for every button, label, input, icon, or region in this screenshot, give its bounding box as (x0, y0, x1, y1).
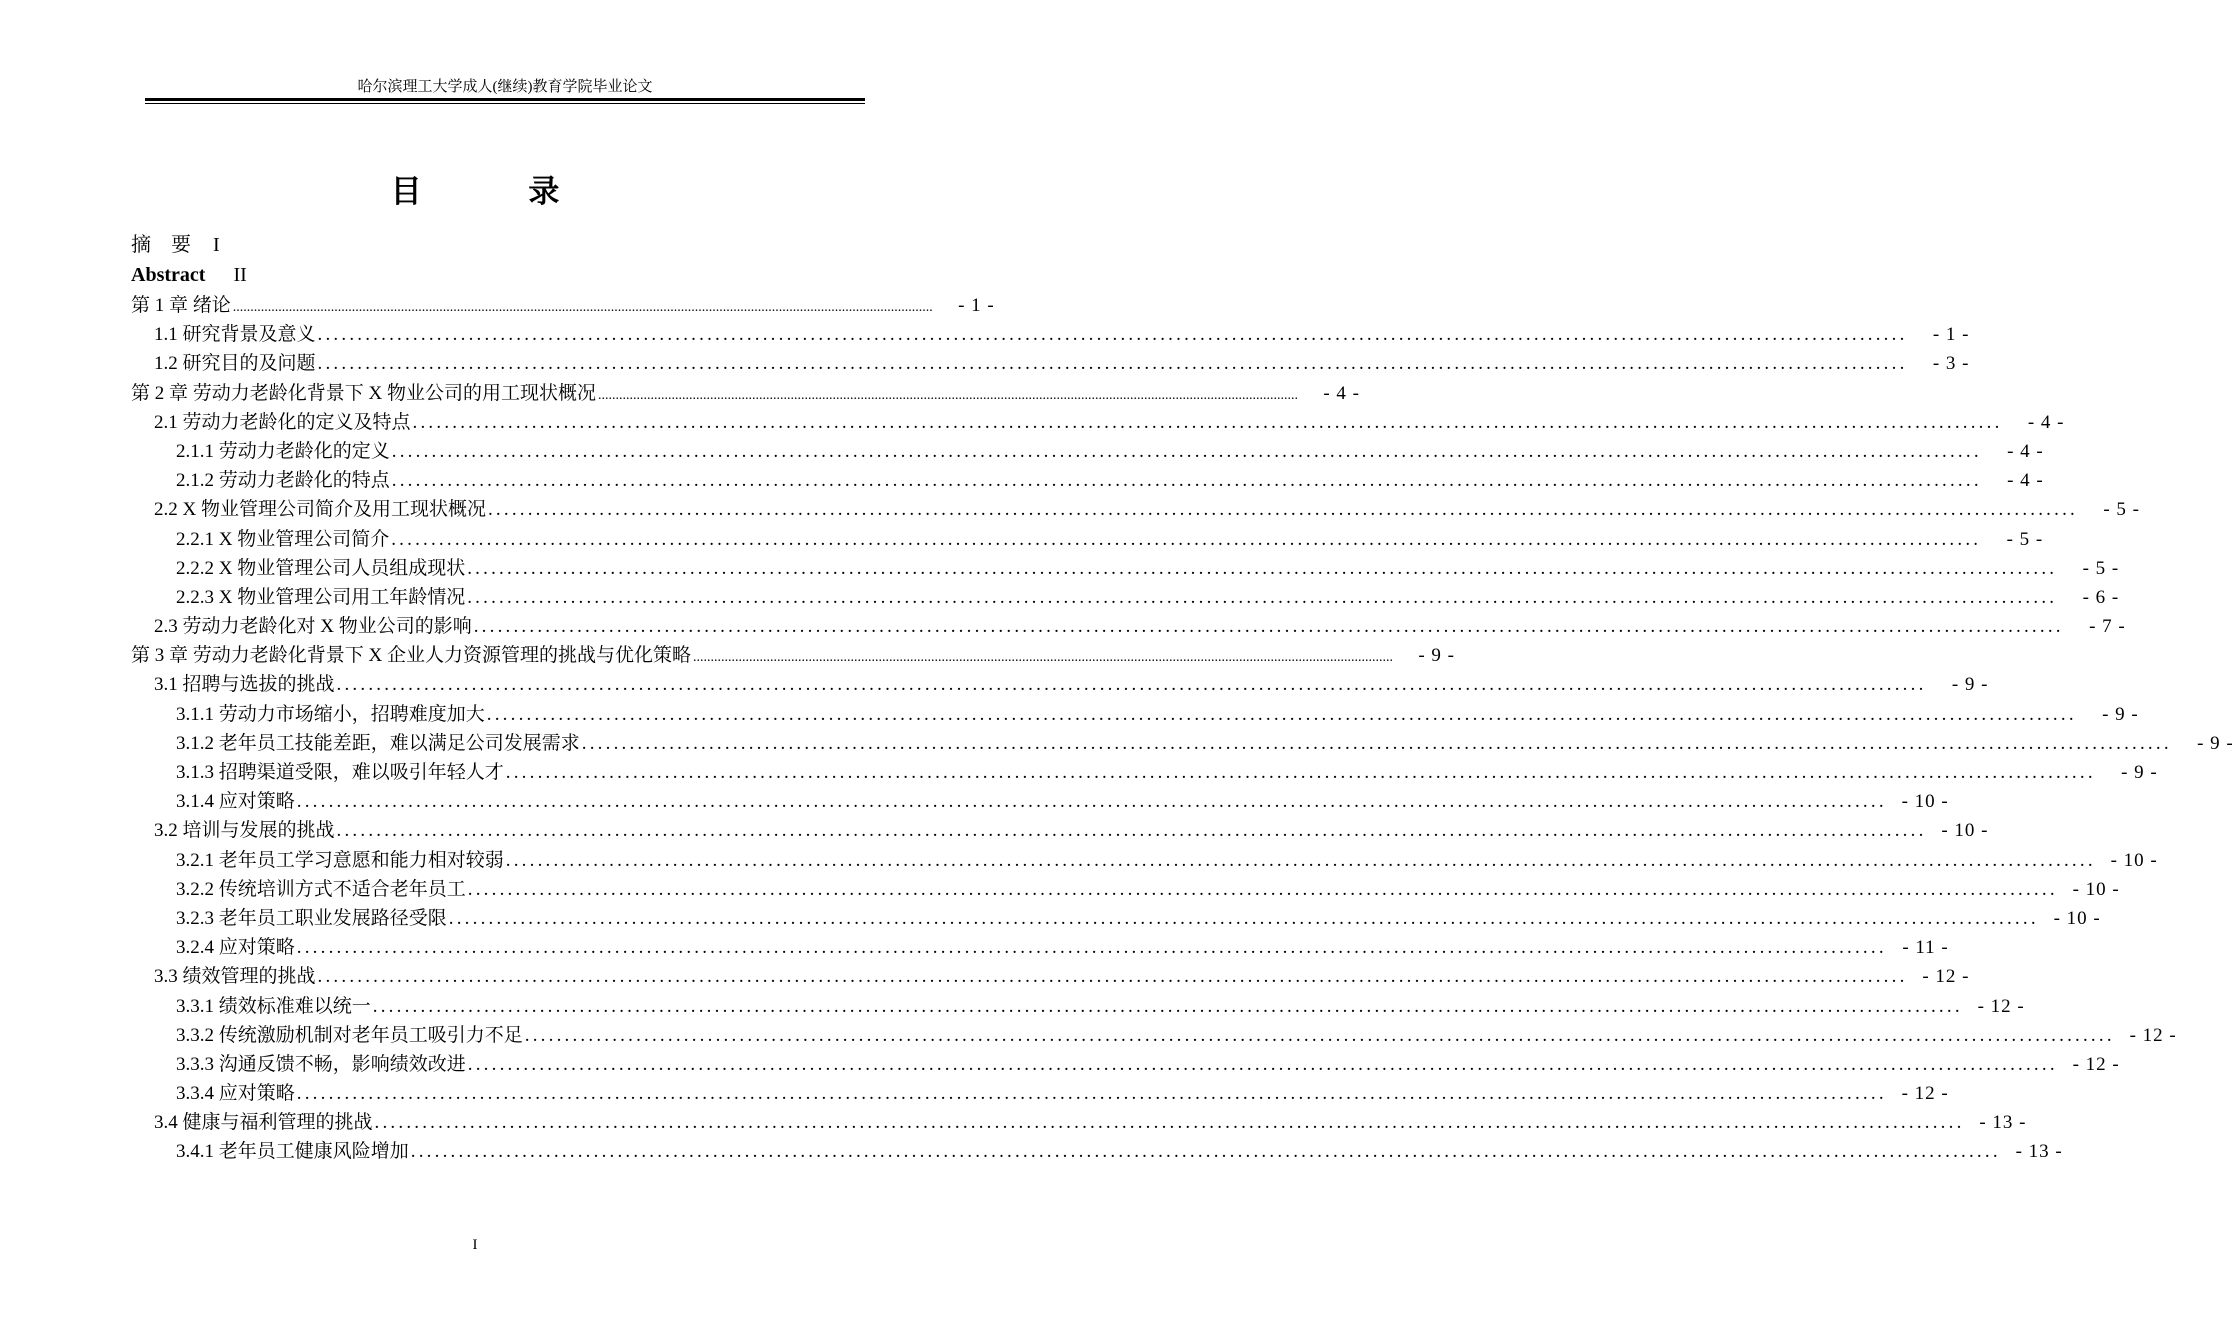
dot-leader: ........................................................................................................................................................................................................ (473, 616, 2064, 638)
dot-leader: ........................................................................................................................................................................................................ (467, 557, 2058, 579)
toc-entry[interactable] (131, 436, 2044, 465)
toc-entry-label: 3.1.2 老年员工技能差距，难以满足公司发展需求 (176, 732, 580, 754)
dot-leader: ........................................................................................................................................................................................................ (336, 674, 1927, 696)
toc-entry-label: 第 1 章 绪论 (131, 295, 231, 316)
toc-entry-page: - 9 - (2121, 762, 2158, 783)
dot-leader: ........................................................................................................................................................................................................ (391, 470, 1982, 492)
toc-entry-page: - 9 - (1951, 674, 1989, 696)
toc-entry-label: 3.2.2 传统培训方式不适合老年员工 (176, 878, 466, 900)
dot-leader: ........................................................................................................................................................................................................ (391, 528, 1982, 550)
toc-entry[interactable] (131, 1049, 2120, 1078)
toc-entry[interactable] (131, 786, 1949, 815)
toc-entry-label: 2.2.3 X 物业管理公司用工年龄情况 (176, 586, 466, 608)
toc-entry[interactable] (131, 348, 1970, 377)
toc-entry[interactable] (131, 669, 1989, 698)
toc-entry-label: 3.1.4 应对策略 (176, 791, 295, 813)
abstract-cn-page: I (213, 234, 220, 256)
dot-leader: ........................................................................................................................................................................................................ (296, 1083, 1887, 1105)
dot-leader: ........................................................................................................................................................................................................ (232, 300, 933, 315)
toc-entry[interactable] (131, 874, 2120, 903)
toc-entry[interactable] (131, 465, 2044, 494)
toc-entry[interactable] (131, 932, 1949, 961)
dot-leader: ........................................................................................................................................................................................................ (412, 411, 2003, 433)
dot-leader: ........................................................................................................................................................................................................ (487, 499, 2078, 521)
toc-entry-page: - 12 - (1977, 995, 2025, 1017)
toc-entry-label: 3.1.1 劳动力市场缩小，招聘难度加大 (176, 703, 485, 725)
toc-entry-label: 第 3 章 劳动力老龄化背景下 X 企业人力资源管理的挑战与优化策略 (131, 645, 691, 667)
dot-leader: ........................................................................................................................................................................................................ (410, 1141, 2001, 1163)
toc-list (131, 290, 2234, 1166)
toc-entry[interactable] (131, 1107, 2027, 1136)
toc-entry[interactable] (131, 378, 1360, 407)
toc-entry-label: 3.1 招聘与选拔的挑战 (154, 674, 335, 696)
toc-entry-label: 3.3.2 传统激励机制对老年员工吸引力不足 (176, 1024, 523, 1046)
toc-entry-page: - 11 - (1902, 937, 1949, 959)
toc-entry-page: - 5 - (2006, 528, 2044, 550)
toc-entry-label: 第 2 章 劳动力老龄化背景下 X 物业公司的用工现状概况 (131, 382, 596, 404)
toc-entry[interactable] (131, 319, 1970, 348)
toc-entry-page: - 10 - (2110, 849, 2158, 871)
toc-entry-label: 2.1.1 劳动力老龄化的定义 (176, 440, 390, 462)
dot-leader: ........................................................................................................................................................................................................ (467, 1053, 2058, 1075)
toc-entry-page: - 4 - (2007, 470, 2044, 492)
toc-entry-page: - 13 - (2015, 1141, 2063, 1163)
dot-leader: ........................................................................................................................................................................................................ (524, 1024, 2115, 1046)
dot-leader: ........................................................................................................................................................................................................ (486, 703, 2077, 725)
toc-entry-label: 2.1.2 劳动力老龄化的特点 (176, 470, 390, 492)
dot-leader: ........................................................................................................................................................................................................ (448, 907, 2039, 929)
toc-entry[interactable] (131, 640, 1455, 669)
toc-entry-label: 2.2.2 X 物业管理公司人员组成现状 (176, 557, 466, 579)
toc-entry-label: 3.3.3 沟通反馈不畅，影响绩效改进 (176, 1053, 466, 1075)
header-rule-thick (145, 98, 865, 101)
toc-entry-page: - 9 - (1418, 645, 1455, 667)
toc-entry-page: - 10 - (1901, 791, 1949, 813)
toc-entry-page: - 10 - (2053, 907, 2101, 929)
toc-entry[interactable] (131, 494, 2140, 523)
dot-leader: ........................................................................................................................................................................................................ (692, 650, 1393, 666)
toc-entry-label: 2.3 劳动力老龄化对 X 物业公司的影响 (154, 616, 472, 638)
toc-entry-label: 3.4 健康与福利管理的挑战 (154, 1112, 373, 1134)
toc-entry[interactable] (131, 611, 2126, 640)
toc-entry-label: 3.2.3 老年员工职业发展路径受限 (176, 907, 447, 929)
toc-entry-page: - 12 - (1901, 1083, 1949, 1105)
dot-leader: ........................................................................................................................................................................................................ (296, 937, 1887, 959)
toc-entry-page: - 1 - (958, 295, 995, 316)
toc-entry-page: - 12 - (2129, 1024, 2177, 1046)
toc-entry[interactable] (131, 728, 2234, 757)
toc-entry[interactable] (131, 961, 1970, 990)
toc-entry-label: 3.2.4 应对策略 (176, 937, 295, 959)
toc-title: 目 录 (390, 174, 608, 210)
toc-entry-label: 2.2.1 X 物业管理公司简介 (176, 528, 390, 550)
dot-leader: ........................................................................................................................................................................................................ (372, 995, 1963, 1017)
toc-entry-page: - 12 - (1922, 966, 1970, 988)
dot-leader: ........................................................................................................................................................................................................ (296, 791, 1887, 813)
toc-entry-label: 2.1 劳动力老龄化的定义及特点 (154, 411, 411, 433)
toc-entry-page: - 3 - (1932, 353, 1970, 375)
dot-leader: ........................................................................................................................................................................................................ (317, 324, 1908, 346)
dot-leader: ........................................................................................................................................................................................................ (391, 440, 1982, 462)
abstract-en-label: Abstract (131, 264, 206, 286)
toc-entry-label: 3.3.4 应对策略 (176, 1083, 295, 1105)
toc-entry-page: - 5 - (2082, 557, 2120, 579)
running-header: 哈尔滨理工大学成人(继续)教育学院毕业论文 (357, 79, 653, 95)
toc-entry[interactable] (131, 524, 2044, 553)
toc-entry-page: - 4 - (1323, 382, 1360, 404)
header-rule-thin (145, 103, 865, 104)
dot-leader: ........................................................................................................................................................................................................ (467, 586, 2058, 608)
toc-entry-page: - 13 - (1979, 1112, 2027, 1134)
toc-entry-page: - 4 - (2027, 411, 2065, 433)
dot-leader: ........................................................................................................................................................................................................ (581, 732, 2172, 754)
toc-entry-page: - 5 - (2103, 499, 2140, 521)
toc-entry[interactable] (131, 407, 2065, 436)
dot-leader: ........................................................................................................................................................................................................ (505, 762, 2096, 783)
dot-leader: ........................................................................................................................................................................................................ (336, 820, 1927, 842)
toc-entry[interactable] (131, 757, 2158, 786)
toc-entry-page: - 9 - (2102, 703, 2139, 725)
toc-entry-abstract-en[interactable] (131, 262, 247, 288)
dot-leader: ........................................................................................................................................................................................................ (597, 387, 1298, 403)
dot-leader: ........................................................................................................................................................................................................ (317, 353, 1908, 375)
toc-entry-label: 3.3.1 绩效标准难以统一 (176, 995, 371, 1017)
toc-entry[interactable] (131, 699, 2139, 728)
toc-entry-label: 1.2 研究目的及问题 (154, 353, 316, 375)
toc-entry-label: 3.2 培训与发展的挑战 (154, 820, 335, 842)
toc-entry[interactable] (131, 903, 2101, 932)
toc-entry[interactable] (131, 1136, 2063, 1165)
toc-entry-page: - 9 - (2197, 732, 2234, 754)
toc-entry-label: 3.4.1 老年员工健康风险增加 (176, 1141, 409, 1163)
dot-leader: ........................................................................................................................................................................................................ (505, 849, 2096, 871)
toc-entry-page: - 7 - (2089, 616, 2126, 638)
toc-entry[interactable] (131, 582, 2120, 611)
toc-entry[interactable] (131, 1078, 1949, 1107)
dot-leader: ........................................................................................................................................................................................................ (467, 878, 2058, 900)
toc-entry[interactable] (131, 845, 2158, 874)
toc-entry-page: - 10 - (1941, 820, 1989, 842)
toc-entry-page: - 12 - (2072, 1053, 2120, 1075)
toc-entry-page: - 4 - (2007, 440, 2044, 462)
toc-entry-label: 3.3 绩效管理的挑战 (154, 966, 316, 988)
dot-leader: ........................................................................................................................................................................................................ (374, 1112, 1965, 1134)
toc-entry-page: - 1 - (1932, 324, 1970, 346)
dot-leader: ........................................................................................................................................................................................................ (317, 966, 1908, 988)
page-number: I (472, 1237, 478, 1253)
toc-entry-page: - 10 - (2072, 878, 2120, 900)
toc-entry-label: 3.1.3 招聘渠道受限，难以吸引年轻人才 (176, 762, 504, 783)
toc-entry-label: 3.2.1 老年员工学习意愿和能力相对较弱 (176, 849, 504, 871)
toc-entry[interactable] (131, 991, 2025, 1020)
toc-entry-label: 1.1 研究背景及意义 (154, 324, 316, 346)
toc-entry-label: 2.2 X 物业管理公司简介及用工现状概况 (154, 499, 486, 521)
abstract-en-page: II (233, 264, 247, 286)
toc-entry[interactable] (131, 290, 995, 319)
toc-entry-page: - 6 - (2082, 586, 2120, 608)
abstract-cn-label: 摘 要 (131, 234, 191, 256)
toc-entry[interactable] (131, 815, 1989, 844)
toc-entry[interactable] (131, 1020, 2177, 1049)
toc-entry-abstract-cn[interactable] (131, 232, 220, 258)
toc-entry[interactable] (131, 553, 2120, 582)
